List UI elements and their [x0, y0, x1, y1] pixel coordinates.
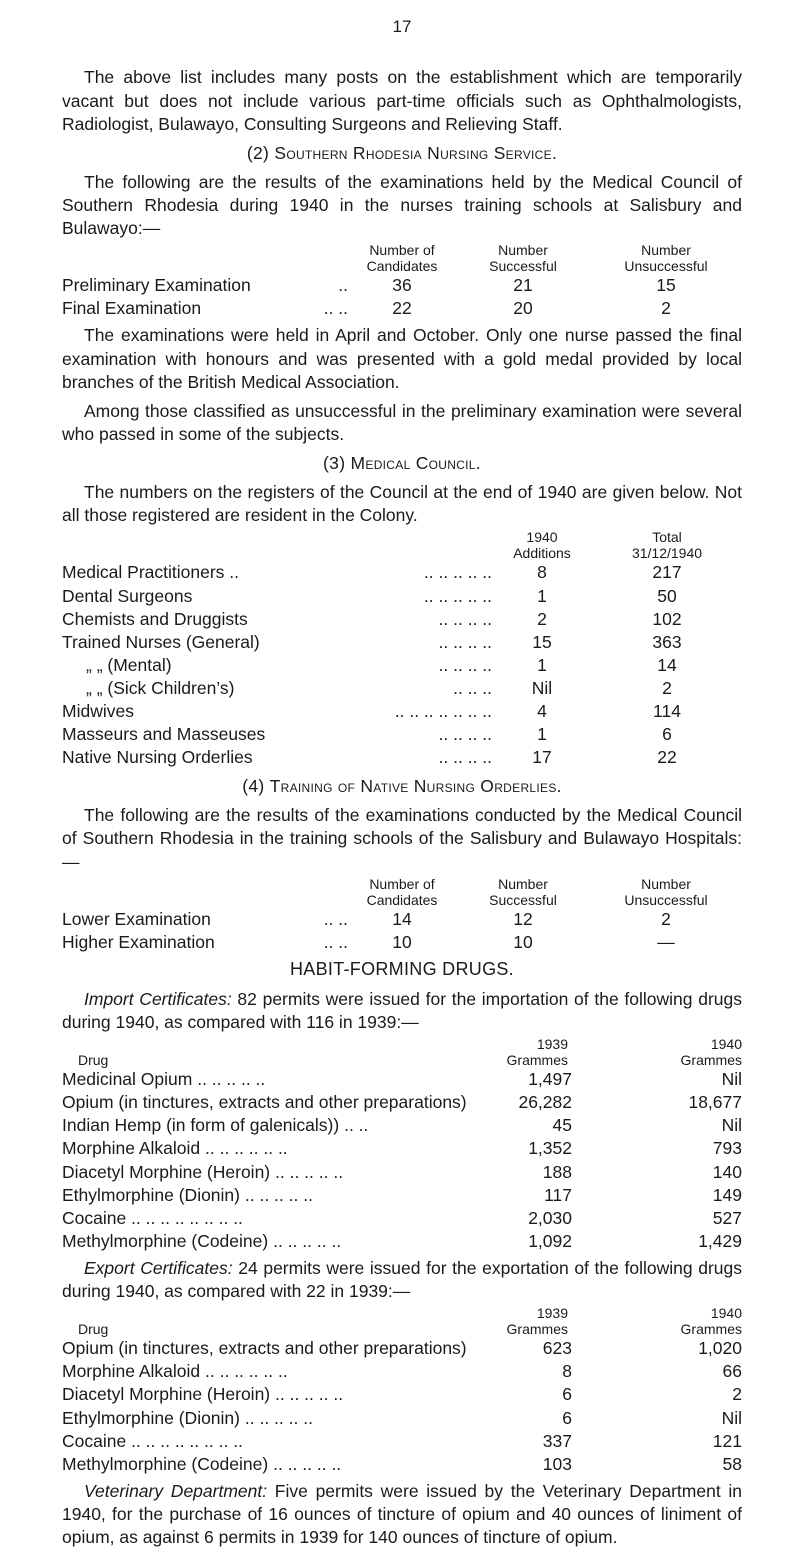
orderlies-exam-table	[62, 876, 742, 954]
col-header-unsuccessful: Number Unsuccessful	[624, 242, 708, 275]
table-row: Morphine Alkaloid .. .. .. .. .. .. 1,352 793	[62, 1138, 742, 1159]
section-4-heading	[62, 775, 742, 798]
section-4-intro: The following are the results of the examinations conducted by the Medical Council of Southern Rhodesia in the training schools of the Salisbury and Bulawayo Hospitals:—	[62, 805, 742, 872]
export-header-row	[62, 1305, 742, 1337]
table-row: Opium (in tinctures, extracts and other preparations) 26,282 18,677	[62, 1092, 742, 1113]
section-4-number: (4)	[242, 776, 265, 797]
table-row: Cocaine .. .. .. .. .. .. .. .. 2,030 527	[62, 1207, 742, 1228]
col-header-successful: Number Successful	[489, 875, 557, 908]
import-certificates-paragraph: Import Certificates: 82 permits were issued for the importation of the following drugs during 1940, as compared with 116 in 1939:—	[62, 988, 742, 1032]
section-2-intro: The following are the results of the examinations held by the Medical Council of Southern Rhodesia during 1940 in the nurses training schools at Salisbury and Bulawayo:—	[62, 171, 742, 238]
table-row: Methylmorphine (Codeine) .. .. .. .. .. 1,092 1,429	[62, 1230, 742, 1251]
import-header-row	[62, 1036, 742, 1068]
col-header-additions: 1940 Additions	[513, 529, 571, 562]
export-certificates-label: Export Certificates:	[84, 1257, 233, 1278]
col-header-candidates: Number of Candidates	[366, 875, 438, 908]
table-row: Preliminary Examination .. 36 21 15	[62, 275, 676, 296]
col-header-drug: Drug	[78, 1321, 109, 1338]
section-4-title: Training of Native Nursing Orderlies.	[269, 776, 562, 797]
col-header-1939: 1939 Grammes	[506, 1035, 568, 1069]
orderlies-exam-header-row	[62, 876, 742, 908]
table-row: Chemists and Druggists .. .. .. .. 2 102	[62, 608, 682, 629]
section-2-number: (2)	[246, 142, 270, 163]
nursing-exam-table	[62, 242, 742, 320]
intro-paragraph: The above list includes many posts on the establishment which are temporarily vacant but does not include various part-time officials such as Ophthalmologists, Radiologist, Bulawayo, Consulting Surgeons and Relieving Staff.	[62, 67, 742, 134]
table-row: Native Nursing Orderlies .. .. .. .. 17 22	[62, 747, 677, 768]
col-header-unsuccessful: Number Unsuccessful	[624, 875, 708, 908]
registers-table	[62, 529, 742, 769]
table-row: Ethylmorphine (Dionin) .. .. .. .. .. 6 Nil	[62, 1407, 742, 1428]
table-row: Morphine Alkaloid .. .. .. .. .. .. 8 66	[62, 1361, 742, 1382]
table-row: Diacetyl Morphine (Heroin) .. .. .. .. .. 188 140	[62, 1161, 742, 1182]
table-row: „ „ (Sick Children’s) .. .. .. Nil 2	[86, 677, 672, 698]
section-2-title: Southern Rhodesia Nursing Service.	[274, 142, 558, 163]
section-2-heading	[62, 142, 742, 165]
habit-forming-drugs-heading: HABIT-FORMING DRUGS.	[289, 959, 514, 979]
table-row: Higher Examination .. .. 10 10 —	[62, 931, 675, 952]
import-drugs-table	[62, 1036, 742, 1253]
section-2-paragraph-1: The examinations were held in April and October. Only one nurse passed the final examination with honours and was presented with a gold medal provided by local branches of the British Medical Association.	[62, 325, 742, 392]
table-row: Methylmorphine (Codeine) .. .. .. .. .. 103 58	[62, 1453, 742, 1474]
import-certificates-label: Import Certificates:	[84, 988, 232, 1009]
col-header-successful: Number Successful	[489, 242, 557, 275]
page-number: 17	[392, 17, 412, 36]
table-row: Masseurs and Masseuses .. .. .. .. 1 6	[62, 724, 672, 745]
table-row: Medicinal Opium .. .. .. .. .. 1,497 Nil	[62, 1069, 742, 1090]
table-row: Diacetyl Morphine (Heroin) .. .. .. .. .. 6 2	[62, 1384, 742, 1405]
table-row: Midwives .. .. .. .. .. .. .. 4 114	[62, 700, 681, 721]
export-certificates-paragraph: Export Certificates: 24 permits were issued for the exportation of the following drugs during 1940, as compared with 22 in 1939:—	[62, 1257, 743, 1301]
section-3-title: Medical Council.	[350, 452, 481, 473]
table-row: Medical Practitioners .. .. .. .. .. .. 8 217	[62, 562, 682, 583]
veterinary-department-paragraph: Veterinary Department: Five permits were issued by the Veterinary Department in 1940, for the purchase of 16 ounces of tincture of opium and 40 ounces of liniment of opium, as against 6 permits in 1939 for 140 ounces of tincture of opium.	[62, 1480, 742, 1547]
export-drugs-table	[62, 1305, 742, 1476]
col-header-1940: 1940 Grammes	[680, 1305, 742, 1338]
table-row: Opium (in tinctures, extracts and other preparations) 623 1,020	[62, 1338, 742, 1359]
col-header-1940: 1940 Grammes	[680, 1035, 742, 1069]
section-2-paragraph-2: Among those classified as unsuccessful in the preliminary examination were several who passed in some of the subjects.	[62, 400, 742, 444]
table-row: Trained Nurses (General) .. .. .. .. 15 363	[62, 631, 682, 652]
col-header-1939: 1939 Grammes	[506, 1305, 568, 1338]
section-3-heading	[62, 452, 742, 475]
col-header-drug: Drug	[78, 1052, 109, 1069]
document-page	[62, 16, 742, 1555]
table-row: Ethylmorphine (Dionin) .. .. .. .. .. 117 149	[62, 1184, 742, 1205]
col-header-candidates: Number of Candidates	[366, 242, 438, 275]
nursing-exam-header-row	[62, 242, 742, 274]
section-3-number: (3)	[323, 452, 346, 473]
table-row: Lower Examination .. .. 14 12 2	[62, 908, 671, 929]
table-row: „ „ (Mental) .. .. .. .. 1 14	[86, 654, 677, 675]
table-row: Indian Hemp (in form of galenicals)) .. .. 45 Nil	[62, 1115, 742, 1136]
table-row: Cocaine .. .. .. .. .. .. .. .. 337 121	[62, 1430, 742, 1451]
table-row: Dental Surgeons .. .. .. .. .. 1 50	[62, 585, 677, 606]
col-header-total: Total 31/12/1940	[631, 529, 703, 562]
veterinary-department-label: Veterinary Department:	[84, 1480, 268, 1501]
registers-header-row	[62, 529, 742, 561]
table-row: Final Examination .. .. 22 20 2	[62, 298, 671, 319]
section-3-intro: The numbers on the registers of the Council at the end of 1940 are given below. Not all those registered are resident in the Colony.	[62, 482, 742, 526]
